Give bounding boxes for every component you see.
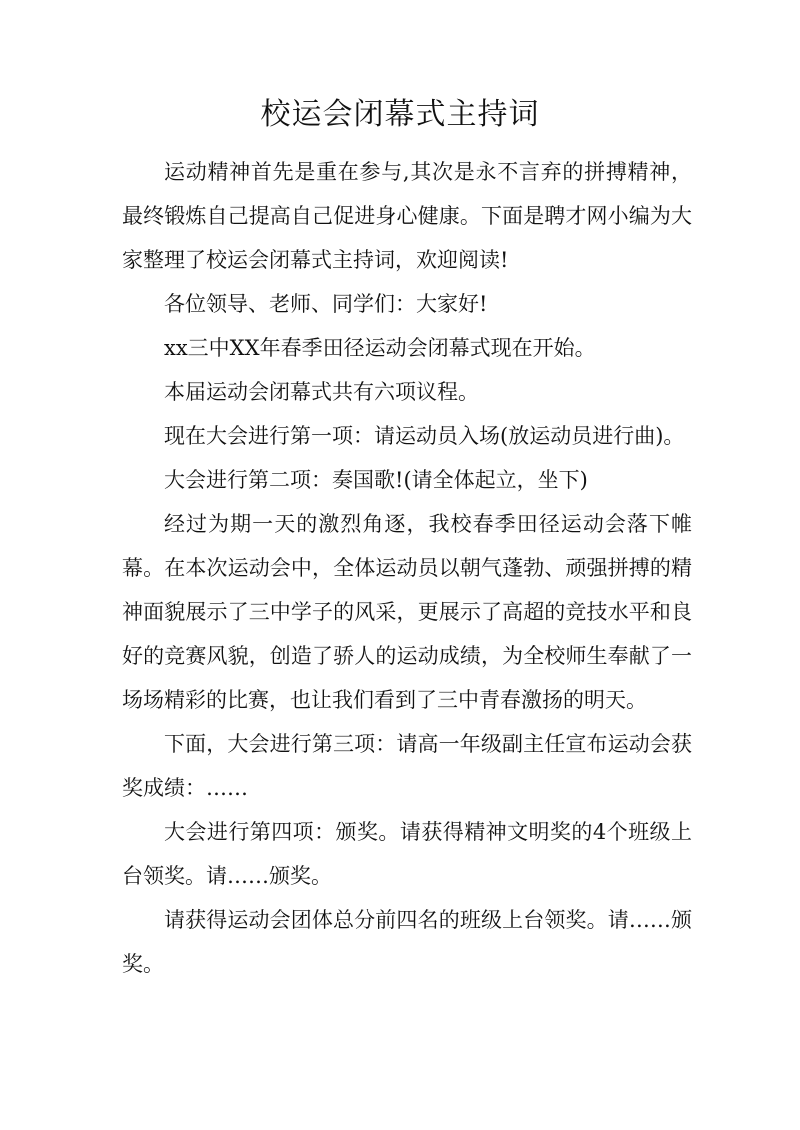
document-title: 校运会闭幕式主持词: [260, 97, 540, 132]
paragraph-item-two: 大会进行第二项：奏国歌!(请全体起立，坐下): [164, 468, 588, 492]
paragraph-opening: xx三中XX年春季田径运动会闭幕式现在开始。: [164, 336, 596, 360]
paragraph-summary: 经过为期一天的激烈角逐，我校春季田径运动会落下帷幕。在本次运动会中，全体运动员以朝气蓬勃、顽强拼搏的精神面貌展示了三中学子的风采，更展示了高超的竞技水平和良好的竞赛风貌，创造了骄人的运动成绩，为全校师生奉献了一场场精彩的比赛，也让我们看到了三中青春激扬的明天。: [122, 512, 692, 712]
paragraph-agenda: 本届运动会闭幕式共有六项议程。: [164, 380, 479, 404]
paragraph-greeting: 各位领导、老师、同学们：大家好!: [164, 292, 488, 316]
paragraph-team-award: 请获得运动会团体总分前四名的班级上台领奖。请……颁奖。: [122, 908, 692, 976]
paragraph-intro: 运动精神首先是重在参与,其次是永不言弃的拼搏精神，最终锻炼自己提高自己促进身心健康。下面是聘才网小编为大家整理了校运会闭幕式主持词，欢迎阅读!: [122, 160, 692, 272]
paragraph-item-one: 现在大会进行第一项：请运动员入场(放运动员进行曲)。: [164, 424, 685, 448]
paragraph-item-four: 大会进行第四项：颁奖。请获得精神文明奖的4个班级上台领奖。请……颁奖。: [122, 820, 692, 888]
document-body: [122, 150, 692, 986]
paragraph-item-three: 下面，大会进行第三项：请高一年级副主任宣布运动会获奖成绩：……: [122, 732, 692, 800]
